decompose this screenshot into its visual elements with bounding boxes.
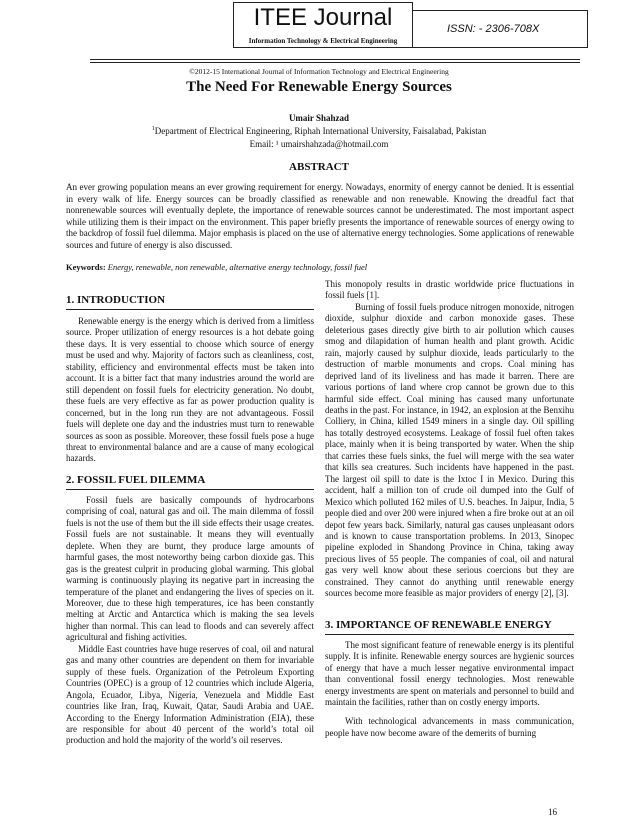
affiliation-mark: 1 <box>151 126 155 132</box>
author-email: Email: ¹ umairshahzada@hotmail.com <box>249 139 389 149</box>
section-3-paragraph-1: The most significant feature of renewable energy is its plentiful supply. It is infinite. Renewable energy sources are hygienic sources of energy that have a much lesser negative environmental impact than conventional fossil energy technologies. Most renewable energy investments are spent on materials and personnel to build and maintain the facilities, rather than on costly energy imports. <box>325 639 574 707</box>
author-affiliation <box>0 126 638 136</box>
section-3-heading: 3. IMPORTANCE OF RENEWABLE ENERGY <box>325 618 552 631</box>
section-3-heading-wrap <box>325 618 574 635</box>
author-name: Umair Shahzad <box>288 113 350 123</box>
page-number: 16 <box>548 807 557 817</box>
section-2-heading: 2. FOSSIL FUEL DILEMMA <box>66 473 206 486</box>
copyright-line: ©2012-15 International Journal of Information Technology and Electrical Engineering <box>189 67 449 76</box>
section-2-heading-wrap <box>66 473 314 490</box>
section-1-underline <box>66 309 314 310</box>
section-1-heading: 1. INTRODUCTION <box>66 294 166 306</box>
header-rule-bottom <box>90 62 580 63</box>
left-column <box>66 280 314 747</box>
keywords-label: Keywords: <box>66 262 106 272</box>
section-2-underline <box>66 489 314 490</box>
keywords-line <box>66 262 574 273</box>
journal-subtitle: Information Technology & Electrical Engineering <box>248 37 398 45</box>
section-3-paragraph-2: With technological advancements in mass communication, people have now become aware of the demerits of burning <box>325 716 574 738</box>
keywords-text: Energy, renewable, non renewable, alternative energy technology, fossil fuel <box>105 262 368 272</box>
right-paragraph-1: This monopoly results in drastic worldwide price fluctuations in fossil fuels [1]. <box>325 279 574 301</box>
affiliation-text: Department of Electrical Engineering, Riphah International University, Faisalabad, Pakistan <box>154 126 487 136</box>
journal-logo-box <box>233 2 413 48</box>
right-column <box>325 279 574 739</box>
paper-title: The Need For Renewable Energy Sources <box>186 79 452 95</box>
section-1-paragraph: Renewable energy is the energy which is derived from a limitless source. Proper utilization of energy resources is a hot debate going these days. It is very essential to choose which source of energy must be used and why. Majority of factors such as cleanliness, cost, stability, efficiency and environmental effects must be taken into account. It is a bitter fact that many industries around the world are still dependent on fossil fuels for electricity generation. No doubt, these fuels are very effective as far as power production quality is concerned, but in the long run they are not advantageous. Fossil fuels will deplete one day and the industries must turn to renewable sources as soon as possible. Moreover, these fossil fuels pose a huge threat to environmental balance and are a cause of many ecological hazards. <box>66 316 314 464</box>
right-paragraph-2: Burning of fossil fuels produce nitrogen monoxide, nitrogen dioxide, sulphur dioxide and carbon monoxide gases. These deleterious gases directly give birth to air pollution which causes smog and dilapidation of human health and plant growth. Acidic rain, majorly caused by sulphur dioxide, leads particularly to the destruction of marble monuments and crops. Coal mining has deprived land of its liveliness and has made it barren. There are various portions of land where crop cannot be grown due to this harmful side effect. Coal mining has caused many unfortunate deaths in the past. For instance, in 1942, an explosion at the Benxihu Colliery, in China, killed 1549 miners in a single day. Oil spilling has totally destroyed ecosystems. Leakage of fossil fuel often takes place, mainly when it is being transported by water. When the ship that carries these fuels sinks, the fuel will merge with the sea water that kills sea creatures. Such incidents have happened in the past. The largest oil spill to date is the Ixtoc I in Mexico. During this accident, half a million ton of crude oil dumped into the Gulf of Mexico which polluted 162 miles of U.S. beaches. In Jaipur, India, 5 people died and over 200 were injured when a fire broke out at an oil depot few years back. Similarly, natural gas causes unpleasant odors and is known to cause transportation problems. In 2013, Sinopec pipeline exploded in Shandong Province in China, taking away precious lives of 55 people. The companies of coal, oil and natural gas very well know about these serious coercions but they are constrained. They cannot do anything until renewable energy sources become more feasible as major providers of energy [2], [3]. <box>325 301 574 599</box>
header-rule-top <box>90 59 580 60</box>
journal-name: ITEE Journal <box>253 4 393 31</box>
abstract-text: An ever growing population means an ever growing requirement for energy. Nowadays, enormity of energy cannot be denied. It is essential in every walk of life. Energy sources can be broadly classified as renewable and non renewable. Knowing the dreadful fact that nonrenewable sources will eventually deplete, the importance of renewable sources cannot be underestimated. The most important aspect while utilizing them is their impact on the environment. This paper briefly presents the importance of renewable sources of energy owing to the backdrop of fossil fuel dilemma. Major emphasis is placed on the use of alternative energy technologies. Some applications of renewable sources and future of energy is also discussed. <box>66 182 574 250</box>
section-1-heading-wrap <box>66 293 314 310</box>
section-2-paragraph-2: Middle East countries have huge reserves of coal, oil and natural gas and many other countries are dependent on them for invariable supply of these fuels. Organization of the Petroleum Exporting Countries (OPEC) is a group of 12 countries which include Algeria, Angola, Ecuador, Libya, Nigeria, Venezuela and Middle East countries like Iran, Iraq, Kuwait, Qatar, Saudi Arabia and UAE. According to the Energy Information Administration (EIA), these are responsible for about 40 percent of the world’s total oil production and hold the majority of the world’s oil reserves. <box>66 643 314 746</box>
section-2-paragraph-1: Fossil fuels are basically compounds of hydrocarbons comprising of coal, natural gas and oil. The main dilemma of fossil fuels is not the use of them but the ill side effects their usage creates. Fossil fuels are not sustainable. It means they will eventually deplete. When they are burnt, they produce large amounts of harmful gases, the most noteworthy being carbon dioxide gas. This gas is the greatest culprit in producing global warming. This global warming is continuously playing its negative part in increasing the temperature of the planet and endangering the lives of species on it. Moreover, due to these high temperatures, ice has been constantly melting at Arctic and Antarctica which is making the sea levels higher than normal. This can lead to floods and can severely affect agricultural and fishing activities. <box>66 494 314 643</box>
issn-label: ISSN: - 2306-708X <box>413 10 588 48</box>
section-3-underline <box>325 634 574 635</box>
abstract-heading: ABSTRACT <box>289 161 349 173</box>
